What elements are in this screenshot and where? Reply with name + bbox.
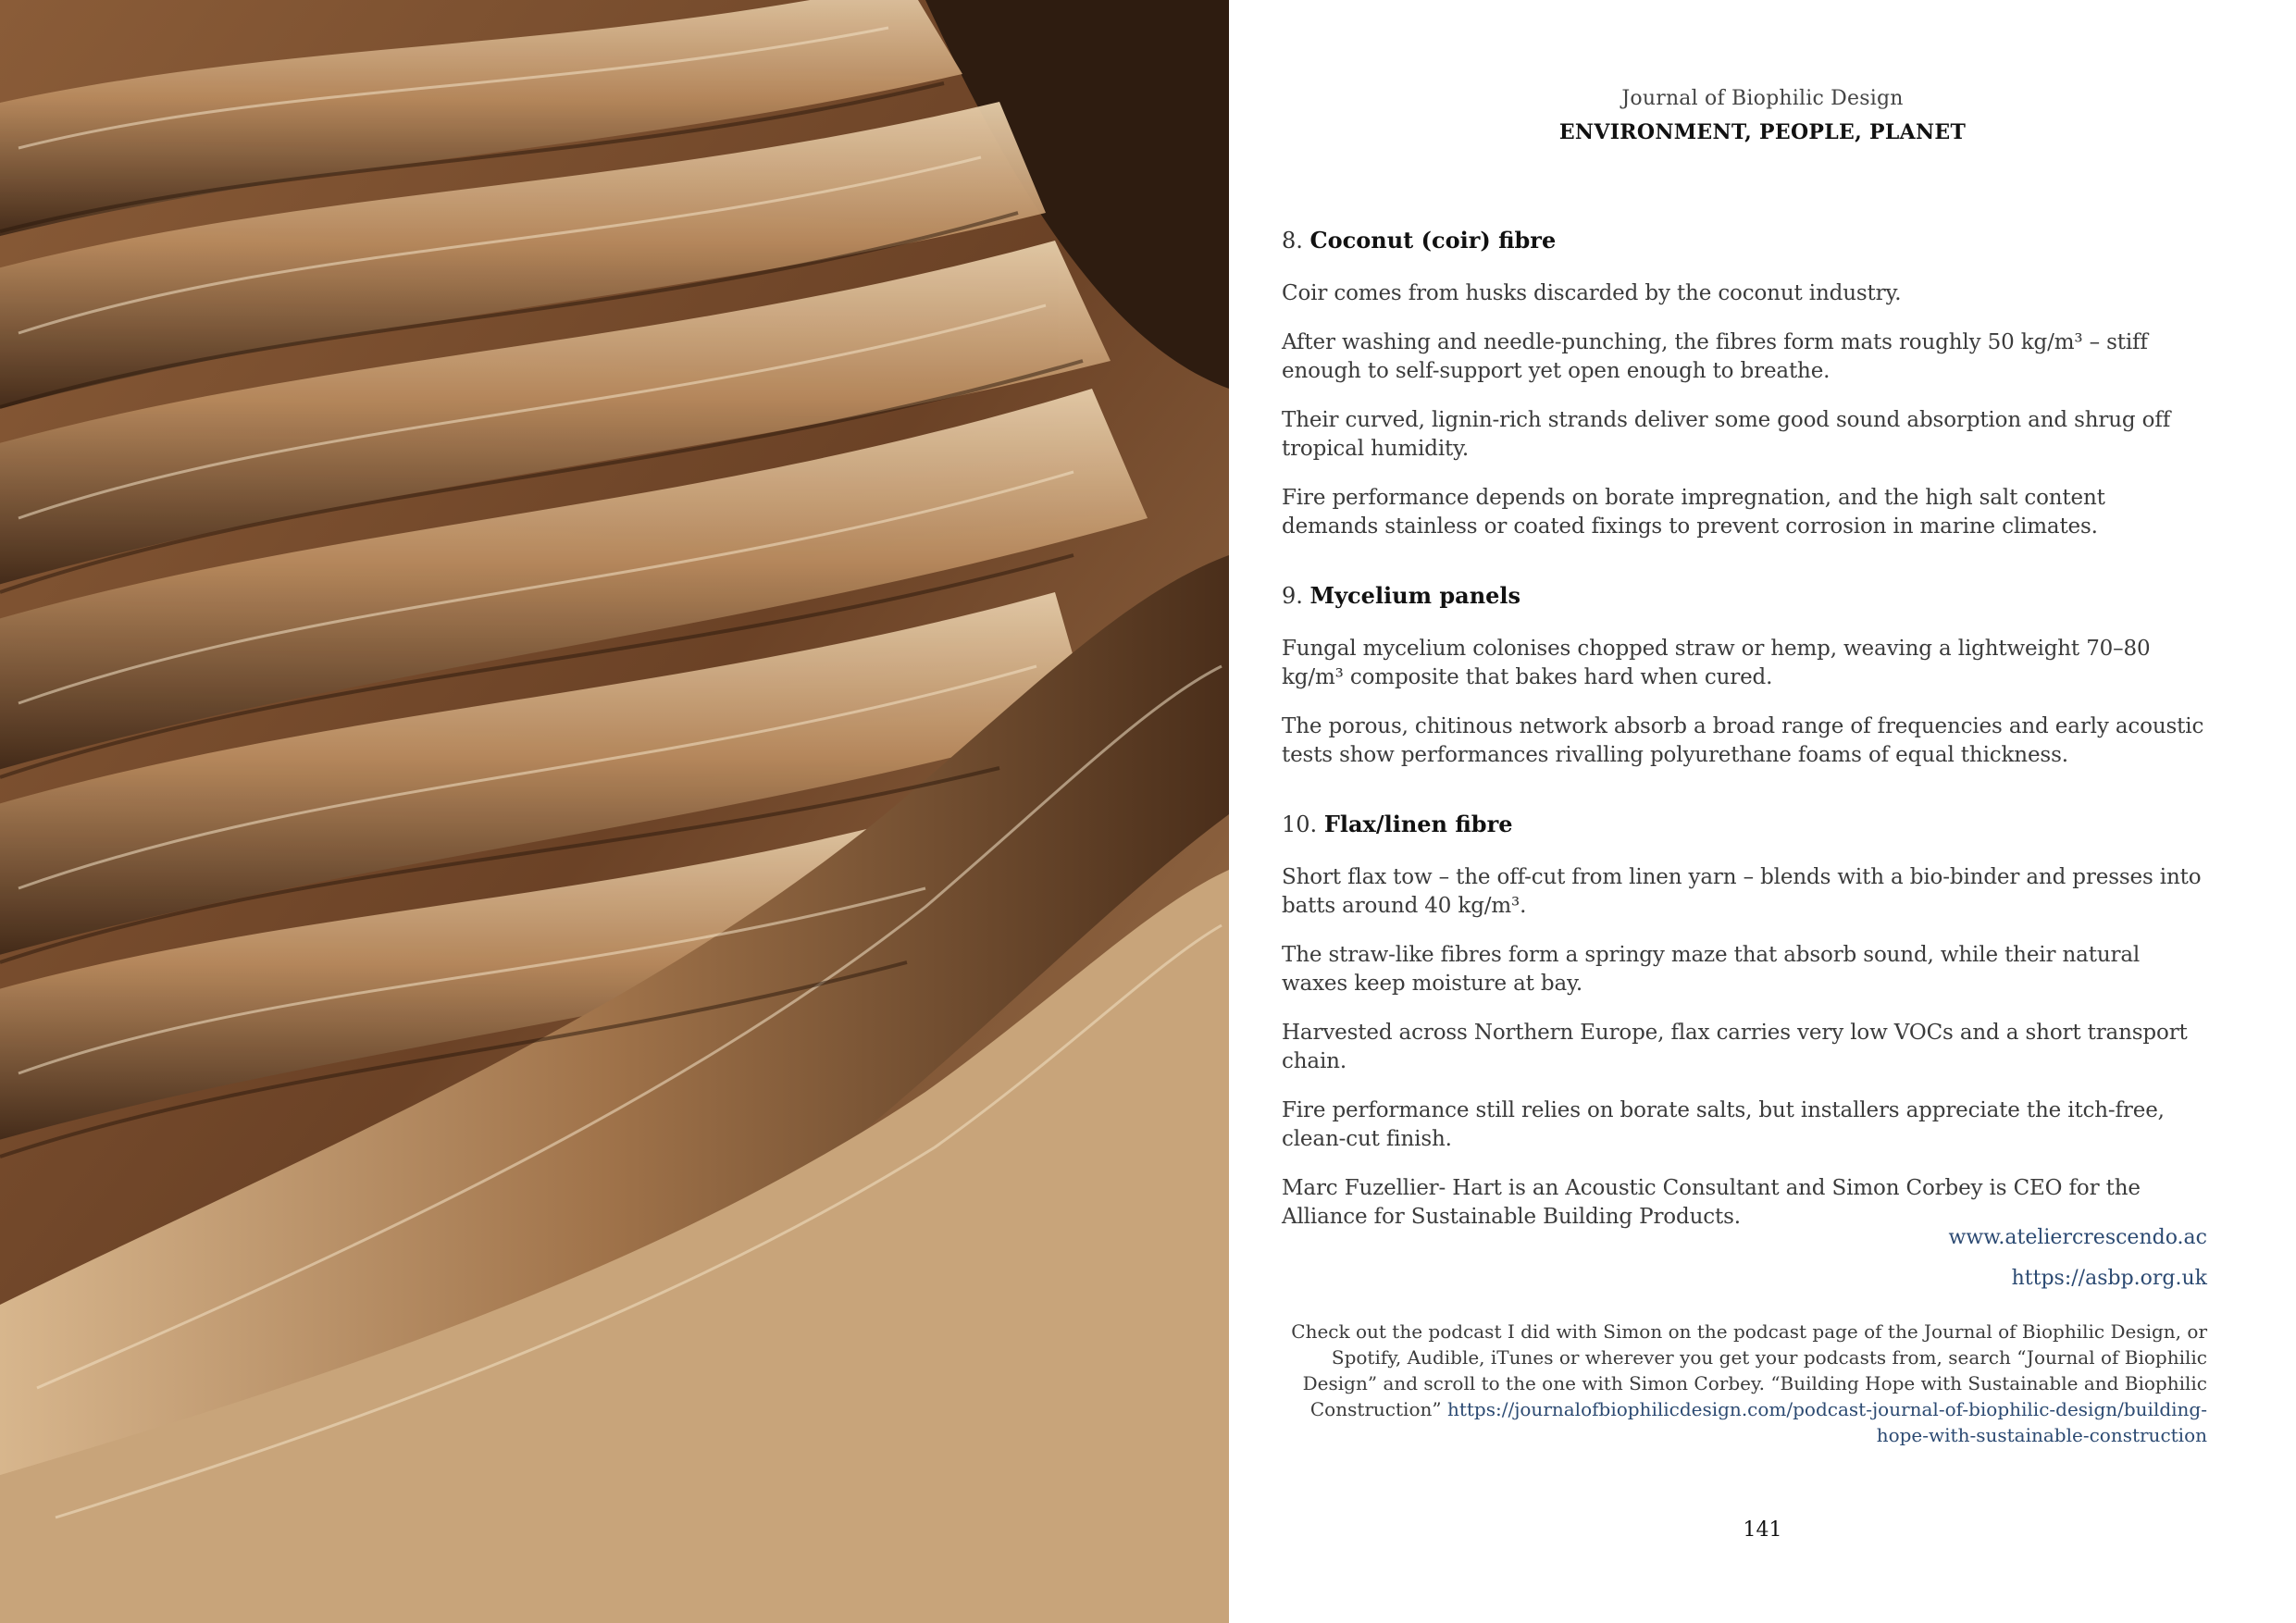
section-name: ENVIRONMENT, PEOPLE, PLANET bbox=[1558, 120, 1967, 144]
paragraph: Short flax tow – the off-cut from linen yarn – blends with a bio-binder and presses into batts around 40 kg/m³. bbox=[1282, 865, 2202, 918]
article-page bbox=[1229, 0, 2296, 1623]
paragraph: The porous, chitinous network absorb a broad range of frequencies and early acoustic tests show performances rivalling polyurethane foams of equal thickness. bbox=[1282, 714, 2204, 767]
author-bio: Marc Fuzellier- Hart is an Acoustic Consultant and Simon Corbey is CEO for the Alliance for Sustainable Building Products. bbox=[1282, 1176, 2141, 1229]
section-number: 8. bbox=[1282, 228, 1303, 254]
paragraph: Fire performance depends on borate impregnation, and the high salt content demands stainless or coated fixings to prevent corrosion in marine climates. bbox=[1282, 486, 2105, 539]
paragraph: Fungal mycelium colonises chopped straw or hemp, weaving a lightweight 70–80 kg/m³ composite that bakes hard when cured. bbox=[1282, 637, 2151, 689]
podcast-note bbox=[1282, 1319, 2207, 1448]
podcast-text: Check out the podcast I did with Simon on the podcast page of the Journal of Biophilic Design, or Spotify, Audible, iTunes or wherever you get your podcasts from, search “Journal of Biophilic Design” and scroll to the one with Simon Corbey. “Building Hope with Sustainable and Biophilic Construction” bbox=[1291, 1320, 2207, 1420]
paragraph: Harvested across Northern Europe, flax carries very low VOCs and a short transport chain. bbox=[1282, 1021, 2188, 1073]
section-title: Mycelium panels bbox=[1309, 582, 1521, 609]
section-heading bbox=[1282, 226, 2207, 255]
section-coir bbox=[1282, 226, 2207, 541]
section-title: Coconut (coir) fibre bbox=[1309, 227, 1557, 254]
paragraph: The straw-like fibres form a springy maze that absorb sound, while their natural waxes keep moisture at bay. bbox=[1282, 943, 2141, 996]
section-number: 9. bbox=[1282, 583, 1303, 609]
section-heading bbox=[1282, 581, 2207, 611]
paragraph: Fire performance still relies on borate salts, but installers appreciate the itch-free, clean-cut finish. bbox=[1282, 1098, 2165, 1151]
asbp-link[interactable]: https://asbp.org.uk bbox=[2011, 1267, 2207, 1290]
section-number: 10. bbox=[1282, 812, 1318, 837]
page-number: 141 bbox=[1743, 1518, 1782, 1542]
paragraph: Their curved, lignin-rich strands deliver some good sound absorption and shrug off tropical humidity. bbox=[1282, 408, 2171, 461]
atelier-link[interactable]: www.ateliercrescendo.ac bbox=[1948, 1226, 2207, 1249]
section-flax bbox=[1282, 810, 2207, 1232]
section-title: Flax/linen fibre bbox=[1323, 811, 1513, 837]
section-heading bbox=[1282, 810, 2207, 839]
paragraph: Coir comes from husks discarded by the coconut industry. bbox=[1282, 281, 1902, 305]
section-mycelium bbox=[1282, 581, 2207, 770]
journal-name: Journal of Biophilic Design bbox=[1621, 87, 1904, 110]
article-body bbox=[1282, 226, 2207, 1448]
paragraph: After washing and needle-punching, the fibres form mats roughly 50 kg/m³ – stiff enough to self-support yet open enough to breathe. bbox=[1282, 330, 2148, 383]
podcast-link[interactable]: https://journalofbiophilicdesign.com/podcast-journal-of-biophilic-design/building-hope-with-sustainable-construction bbox=[1446, 1398, 2207, 1446]
